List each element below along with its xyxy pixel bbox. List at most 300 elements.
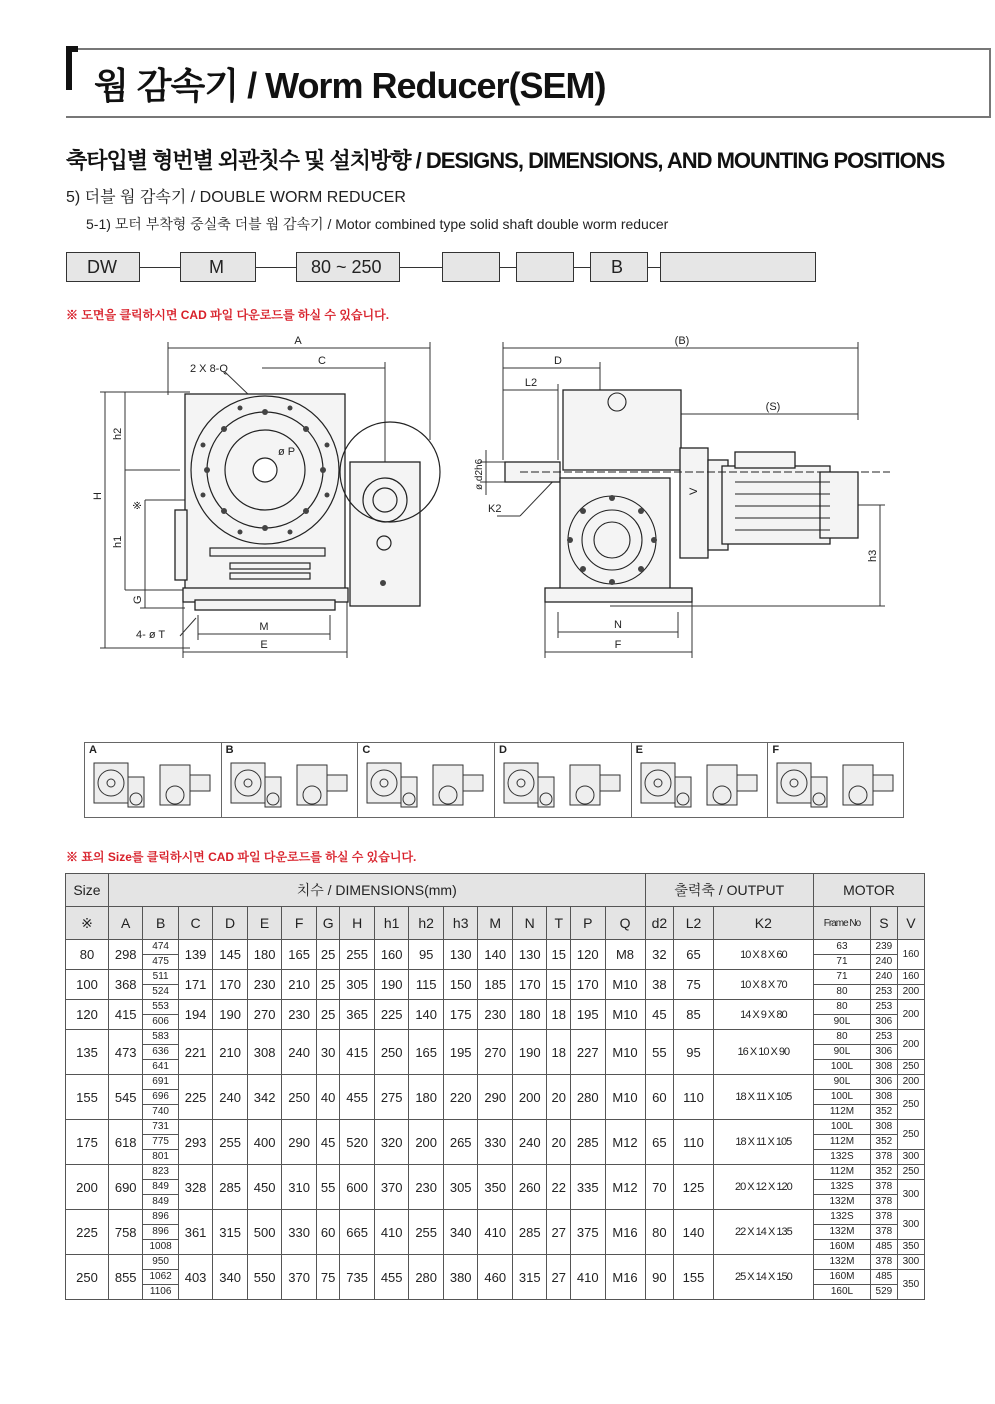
table-cell: 230 <box>247 970 282 1000</box>
title-corner-mark <box>66 46 78 90</box>
column-header: C <box>178 907 213 940</box>
table-cell: 18 <box>547 1030 571 1075</box>
table-cell: 896 <box>143 1210 178 1225</box>
table-cell: 63 <box>813 940 870 955</box>
column-header: K2 <box>713 907 813 940</box>
dim-label-S: (S) <box>765 401 781 413</box>
header-dimensions: 치수 / DIMENSIONS(mm) <box>108 874 645 907</box>
table-cell: 239 <box>870 940 897 955</box>
size-link-cell[interactable]: 120 <box>66 1000 109 1030</box>
table-cell: 250 <box>897 1090 924 1120</box>
table-cell: 65 <box>645 1120 674 1165</box>
table-cell: 240 <box>282 1030 317 1075</box>
table-cell: 80 <box>645 1210 674 1255</box>
table-cell: 352 <box>870 1135 897 1150</box>
table-cell: M8 <box>605 940 645 970</box>
table-cell: 691 <box>143 1075 178 1090</box>
table-cell: 140 <box>478 940 513 970</box>
table-cell: 690 <box>108 1165 143 1210</box>
section-heading: 축타입별 형번별 외관칫수 및 설치방향 / DESIGNS, DIMENSIONS, AND MOUNTING POSITIONS <box>66 148 945 173</box>
table-cell: 15 <box>547 970 571 1000</box>
table-cell: 485 <box>870 1240 897 1255</box>
table-cell: 55 <box>645 1030 674 1075</box>
table-cell: 300 <box>897 1255 924 1270</box>
table-cell: 370 <box>374 1165 409 1210</box>
table-row <box>66 1030 925 1045</box>
dim-label-star: ※ <box>132 500 144 510</box>
table-cell: 45 <box>645 1000 674 1030</box>
table-cell: 30 <box>316 1030 340 1075</box>
table-cell: 240 <box>870 970 897 985</box>
table-cell: 280 <box>409 1255 444 1300</box>
table-cell: 112M <box>813 1165 870 1180</box>
table-cell: 100L <box>813 1060 870 1075</box>
table-cell: 368 <box>108 970 143 1000</box>
mounting-position-label: D <box>499 744 507 756</box>
table-row <box>66 1255 925 1270</box>
table-cell: 190 <box>374 970 409 1000</box>
table-cell: 110 <box>674 1075 713 1120</box>
table-cell: 665 <box>340 1210 375 1255</box>
dim-label-Q: 2 X 8-Q <box>190 363 228 375</box>
code-connector <box>256 267 296 268</box>
table-cell: 1008 <box>143 1240 178 1255</box>
table-cell: 275 <box>374 1075 409 1120</box>
table-cell: 165 <box>409 1030 444 1075</box>
table-cell: 221 <box>178 1030 213 1075</box>
table-cell: 200 <box>512 1075 547 1120</box>
table-cell: 342 <box>247 1075 282 1120</box>
mounting-position-sketch <box>224 755 356 815</box>
table-cell: 90L <box>813 1015 870 1030</box>
table-cell: 403 <box>178 1255 213 1300</box>
code-box-blank-3 <box>660 252 816 282</box>
table-cell: 132S <box>813 1150 870 1165</box>
table-cell: 25 <box>316 1000 340 1030</box>
table-cell: 71 <box>813 970 870 985</box>
table-cell: 160M <box>813 1240 870 1255</box>
table-cell: 112M <box>813 1105 870 1120</box>
dim-label-V: V <box>688 487 700 495</box>
table-cell: 200 <box>897 1000 924 1030</box>
table-cell: 200 <box>409 1120 444 1165</box>
table-cell: 20 X 12 X 120 <box>713 1165 813 1210</box>
table-cell: 25 <box>316 940 340 970</box>
table-cell: 10 X 8 X 60 <box>713 940 813 970</box>
table-cell: 240 <box>213 1075 248 1120</box>
dim-label-H: H <box>92 492 104 500</box>
table-cell: 240 <box>512 1120 547 1165</box>
page-title: 웜 감속기 / Worm Reducer(SEM) <box>94 65 606 106</box>
table-cell: 38 <box>645 970 674 1000</box>
code-connector <box>574 267 590 268</box>
mounting-position-sketch <box>360 755 492 815</box>
table-cell: 308 <box>247 1030 282 1075</box>
table-cell: 155 <box>674 1255 713 1300</box>
table-cell: 950 <box>143 1255 178 1270</box>
column-header: M <box>478 907 513 940</box>
table-cell: 280 <box>571 1075 606 1120</box>
table-cell: 618 <box>108 1120 143 1165</box>
table-cell: 600 <box>340 1165 375 1210</box>
table-cell: 55 <box>316 1165 340 1210</box>
table-cell: 455 <box>340 1075 375 1120</box>
table-cell: 801 <box>143 1150 178 1165</box>
table-cell: 378 <box>870 1195 897 1210</box>
dimension-drawing[interactable] <box>60 325 910 665</box>
table-cell: 285 <box>512 1210 547 1255</box>
header-output: 출력축 / OUTPUT <box>645 874 813 907</box>
table-cell: M10 <box>605 1000 645 1030</box>
code-box-blank-1 <box>442 252 500 282</box>
table-cell: 132M <box>813 1255 870 1270</box>
table-cell: 85 <box>674 1000 713 1030</box>
column-header: F <box>282 907 317 940</box>
table-cell: 180 <box>247 940 282 970</box>
table-cell: 315 <box>213 1210 248 1255</box>
table-cell: 80 <box>813 985 870 1000</box>
table-cell: 1106 <box>143 1285 178 1300</box>
table-cell: 125 <box>674 1165 713 1210</box>
code-connector <box>140 267 180 268</box>
table-cell: 160 <box>897 940 924 970</box>
table-cell: 171 <box>178 970 213 1000</box>
table-cell: 370 <box>282 1255 317 1300</box>
table-cell: 300 <box>897 1180 924 1210</box>
table-cell: 165 <box>282 940 317 970</box>
table-cell: 305 <box>443 1165 478 1210</box>
drawing-cad-note: ※ 도면을 클릭하시면 CAD 파일 다운로드를 하실 수 있습니다. <box>66 308 390 322</box>
table-cell: 195 <box>571 1000 606 1030</box>
table-cell: 20 <box>547 1075 571 1120</box>
table-cell: M12 <box>605 1165 645 1210</box>
dim-label-L2: L2 <box>524 377 538 389</box>
table-cell: 255 <box>213 1120 248 1165</box>
table-cell: 140 <box>409 1000 444 1030</box>
table-cell: 410 <box>374 1210 409 1255</box>
table-cell: 255 <box>409 1210 444 1255</box>
table-row <box>66 1165 925 1180</box>
column-header: N <box>512 907 547 940</box>
table-cell: 180 <box>512 1000 547 1030</box>
column-header: h1 <box>374 907 409 940</box>
table-cell: 308 <box>870 1060 897 1075</box>
table-cell: 25 <box>316 970 340 1000</box>
table-cell: 10 X 8 X 70 <box>713 970 813 1000</box>
code-box-mount: M <box>180 252 256 282</box>
table-cell: 253 <box>870 1000 897 1015</box>
table-cell: 260 <box>512 1165 547 1210</box>
dim-label-M: M <box>259 621 269 633</box>
code-connector <box>400 267 442 268</box>
table-cell: 195 <box>443 1030 478 1075</box>
table-cell: 378 <box>870 1210 897 1225</box>
table-cell: M16 <box>605 1210 645 1255</box>
table-cell: 132M <box>813 1225 870 1240</box>
table-cell: 230 <box>409 1165 444 1210</box>
table-cell: 320 <box>374 1120 409 1165</box>
table-cell: 80 <box>813 1000 870 1015</box>
column-header: D <box>213 907 248 940</box>
column-header: P <box>571 907 606 940</box>
table-cell: 361 <box>178 1210 213 1255</box>
table-cell: 529 <box>870 1285 897 1300</box>
table-cell: 18 X 11 X 105 <box>713 1075 813 1120</box>
table-cell: 524 <box>143 985 178 1000</box>
table-cell: 285 <box>213 1165 248 1210</box>
table-cell: 210 <box>213 1030 248 1075</box>
mounting-position-sketch <box>497 755 629 815</box>
code-box-size: 80 ~ 250 <box>296 252 400 282</box>
table-cell: 378 <box>870 1150 897 1165</box>
table-cell: 227 <box>571 1030 606 1075</box>
mounting-position-b[interactable] <box>222 743 359 817</box>
table-cell: 140 <box>674 1210 713 1255</box>
dimension-table <box>65 873 925 1300</box>
table-cell: 250 <box>897 1165 924 1180</box>
table-cell: 160 <box>897 970 924 985</box>
column-header: E <box>247 907 282 940</box>
table-cell: 520 <box>340 1120 375 1165</box>
table-cell: 340 <box>443 1210 478 1255</box>
mounting-position-e[interactable] <box>632 743 769 817</box>
table-cell: 110 <box>674 1120 713 1165</box>
table-cell: 225 <box>374 1000 409 1030</box>
table-cell: 139 <box>178 940 213 970</box>
table-cell: 410 <box>478 1210 513 1255</box>
table-cell: 350 <box>478 1165 513 1210</box>
table-cell: 75 <box>674 970 713 1000</box>
table-cell: 310 <box>282 1165 317 1210</box>
dim-label-P: ø P <box>278 446 296 458</box>
table-cell: 378 <box>870 1180 897 1195</box>
table-cell: 545 <box>108 1075 143 1120</box>
table-row <box>66 940 925 955</box>
table-cell: 40 <box>316 1075 340 1120</box>
table-cell: 90L <box>813 1075 870 1090</box>
table-cell: 553 <box>143 1000 178 1015</box>
size-link-cell[interactable]: 155 <box>66 1075 109 1120</box>
sub-sub-heading: 5-1) 모터 부착형 중실축 더블 웜 감속기 / Motor combined type solid shaft double worm reducer <box>86 216 669 232</box>
table-cell: 18 <box>547 1000 571 1030</box>
column-header: h2 <box>409 907 444 940</box>
dim-label-K2: K2 <box>488 503 502 515</box>
table-cell: 175 <box>443 1000 478 1030</box>
table-cell: 190 <box>213 1000 248 1030</box>
column-header: h3 <box>443 907 478 940</box>
table-row <box>66 1120 925 1135</box>
size-link-cell[interactable]: 80 <box>66 940 109 970</box>
table-cell: 300 <box>897 1210 924 1240</box>
table-cell: 145 <box>213 940 248 970</box>
table-cell: 253 <box>870 1030 897 1045</box>
table-cell: 250 <box>897 1060 924 1075</box>
mounting-position-label: A <box>89 744 97 756</box>
table-cell: 474 <box>143 940 178 955</box>
table-cell: 696 <box>143 1090 178 1105</box>
table-cell: 170 <box>213 970 248 1000</box>
mounting-position-label: C <box>362 744 371 756</box>
table-cad-note: ※ 표의 Size를 클릭하시면 CAD 파일 다운로드를 하실 수 있습니다. <box>66 850 417 864</box>
table-cell: 335 <box>571 1165 606 1210</box>
size-link-cell[interactable]: 175 <box>66 1120 109 1165</box>
table-cell: 95 <box>409 940 444 970</box>
mounting-position-a[interactable] <box>85 743 222 817</box>
table-row <box>66 1000 925 1015</box>
table-cell: 32 <box>645 940 674 970</box>
table-cell: 636 <box>143 1045 178 1060</box>
table-cell: 130 <box>512 940 547 970</box>
dim-label-d2: ø d2h6 <box>474 458 485 490</box>
table-cell: 290 <box>282 1120 317 1165</box>
table-cell: 60 <box>316 1210 340 1255</box>
column-header: B <box>143 907 178 940</box>
table-cell: 20 <box>547 1120 571 1165</box>
dim-label-D: D <box>554 355 562 367</box>
table-cell: 641 <box>143 1060 178 1075</box>
size-link-cell[interactable]: 225 <box>66 1210 109 1255</box>
table-cell: 180 <box>409 1075 444 1120</box>
table-cell: 90L <box>813 1045 870 1060</box>
mounting-position-label: E <box>635 744 643 756</box>
table-cell: 60 <box>645 1075 674 1120</box>
table-cell: 308 <box>870 1120 897 1135</box>
table-cell: 160L <box>813 1285 870 1300</box>
table-cell: 100L <box>813 1090 870 1105</box>
table-cell: 740 <box>143 1105 178 1120</box>
table-cell: 328 <box>178 1165 213 1210</box>
table-cell: 150 <box>443 970 478 1000</box>
table-cell: 855 <box>108 1255 143 1300</box>
column-header: V <box>897 907 924 940</box>
column-header: d2 <box>645 907 674 940</box>
table-cell: 27 <box>547 1210 571 1255</box>
table-cell: 473 <box>108 1030 143 1075</box>
column-header: T <box>547 907 571 940</box>
table-cell: 185 <box>478 970 513 1000</box>
code-box-position: B <box>590 252 648 282</box>
table-cell: 896 <box>143 1225 178 1240</box>
dim-label-h2: h2 <box>112 427 124 440</box>
table-cell: 22 X 14 X 135 <box>713 1210 813 1255</box>
table-cell: 293 <box>178 1120 213 1165</box>
table-row <box>66 1075 925 1090</box>
dim-label-h3: h3 <box>867 549 879 562</box>
table-cell: 45 <box>316 1120 340 1165</box>
table-cell: 70 <box>645 1165 674 1210</box>
size-link-cell[interactable]: 200 <box>66 1165 109 1210</box>
mounting-position-d[interactable] <box>495 743 632 817</box>
table-cell: 200 <box>897 1075 924 1090</box>
table-cell: 112M <box>813 1135 870 1150</box>
table-cell: 160 <box>374 940 409 970</box>
dim-label-h1: h1 <box>112 535 124 548</box>
table-cell: 306 <box>870 1015 897 1030</box>
table-cell: M10 <box>605 1075 645 1120</box>
table-cell: 22 <box>547 1165 571 1210</box>
table-cell: 75 <box>316 1255 340 1300</box>
column-header: Frame No <box>813 907 870 940</box>
size-link-cell[interactable]: 250 <box>66 1255 109 1300</box>
table-cell: 190 <box>512 1030 547 1075</box>
table-cell: 352 <box>870 1165 897 1180</box>
table-cell: 14 X 9 X 80 <box>713 1000 813 1030</box>
table-cell: 240 <box>870 955 897 970</box>
table-cell: 731 <box>143 1120 178 1135</box>
dim-label-A: A <box>294 335 302 347</box>
table-cell: 306 <box>870 1045 897 1060</box>
table-cell: 400 <box>247 1120 282 1165</box>
table-cell: 849 <box>143 1195 178 1210</box>
table-cell: 160M <box>813 1270 870 1285</box>
table-cell: 380 <box>443 1255 478 1300</box>
table-cell: 306 <box>870 1075 897 1090</box>
column-header: A <box>108 907 143 940</box>
table-cell: 65 <box>674 940 713 970</box>
column-header: H <box>340 907 375 940</box>
table-cell: 115 <box>409 970 444 1000</box>
mounting-position-f[interactable] <box>768 743 905 817</box>
mounting-position-c[interactable] <box>358 743 495 817</box>
table-cell: 265 <box>443 1120 478 1165</box>
table-cell: 606 <box>143 1015 178 1030</box>
table-cell: 352 <box>870 1105 897 1120</box>
table-cell: 200 <box>897 1030 924 1060</box>
table-cell: 25 X 14 X 150 <box>713 1255 813 1300</box>
table-cell: 758 <box>108 1210 143 1255</box>
code-box-type: DW <box>66 252 140 282</box>
table-cell: 775 <box>143 1135 178 1150</box>
column-header: ※ <box>66 907 109 940</box>
mounting-position-sketch <box>634 755 766 815</box>
table-cell: 250 <box>282 1075 317 1120</box>
table-cell: 350 <box>897 1240 924 1255</box>
size-link-cell[interactable]: 100 <box>66 970 109 1000</box>
table-cell: 330 <box>282 1210 317 1255</box>
table-cell: 378 <box>870 1255 897 1270</box>
dim-label-C: C <box>318 355 326 367</box>
column-header-row <box>66 907 925 940</box>
table-cell: 71 <box>813 955 870 970</box>
code-box-blank-2 <box>516 252 574 282</box>
column-header: Q <box>605 907 645 940</box>
column-header: L2 <box>674 907 713 940</box>
dim-label-E: E <box>260 639 268 651</box>
table-cell: 378 <box>870 1225 897 1240</box>
dim-label-B: (B) <box>674 335 690 347</box>
size-link-cell[interactable]: 135 <box>66 1030 109 1075</box>
table-cell: 132S <box>813 1180 870 1195</box>
table-cell: 100L <box>813 1120 870 1135</box>
code-connector <box>500 267 516 268</box>
table-row <box>66 970 925 985</box>
table-cell: 300 <box>897 1150 924 1165</box>
mounting-position-label: F <box>772 744 780 756</box>
dim-label-T: 4- ø T <box>136 629 166 641</box>
table-cell: 230 <box>478 1000 513 1030</box>
table-cell: 253 <box>870 985 897 1000</box>
table-cell: 583 <box>143 1030 178 1045</box>
dim-label-G: G <box>132 595 144 604</box>
table-cell: 315 <box>512 1255 547 1300</box>
table-cell: 1062 <box>143 1270 178 1285</box>
table-cell: 823 <box>143 1165 178 1180</box>
column-header: G <box>316 907 340 940</box>
table-row <box>66 1210 925 1225</box>
table-cell: 225 <box>178 1075 213 1120</box>
table-cell: 511 <box>143 970 178 985</box>
table-cell: 132M <box>813 1195 870 1210</box>
